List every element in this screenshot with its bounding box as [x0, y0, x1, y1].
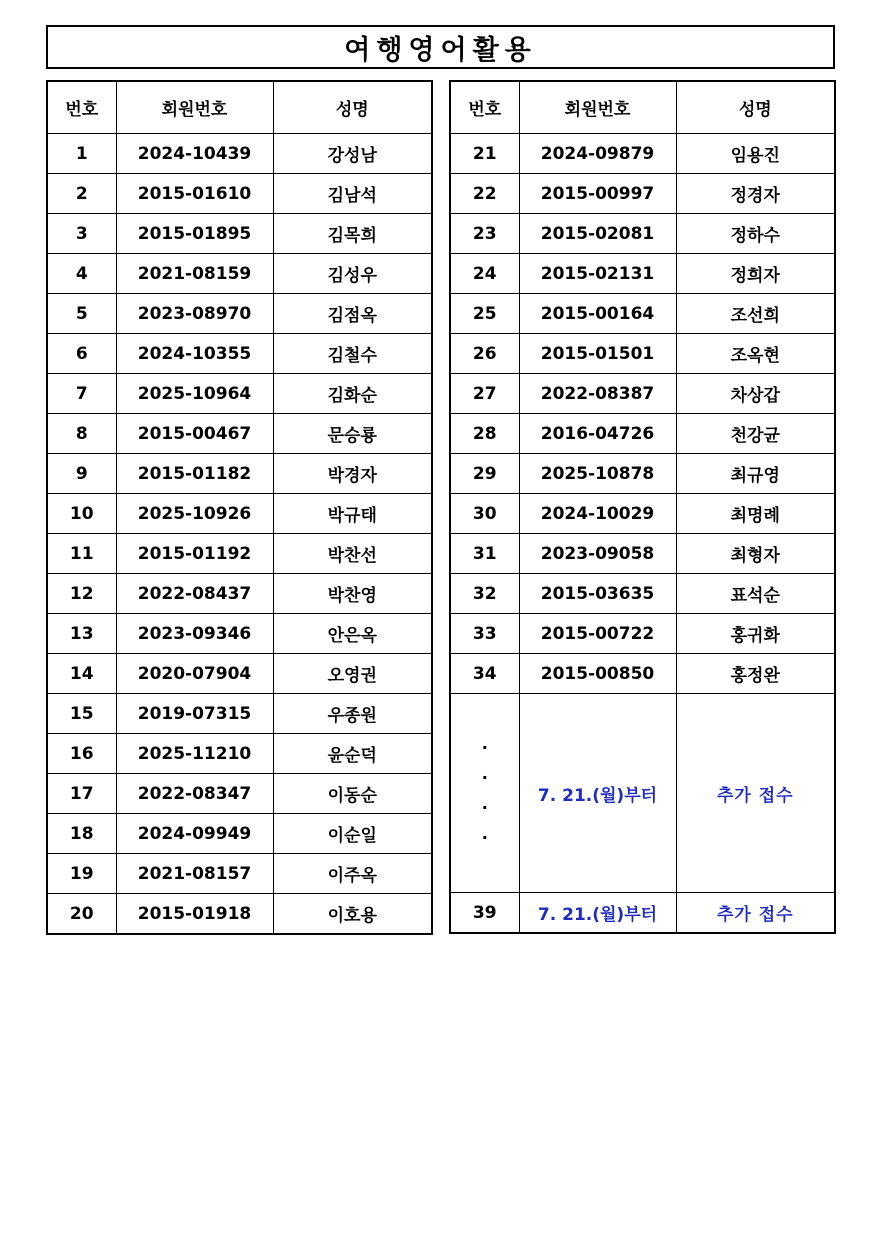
- cell-member-id: 2015-00467: [116, 414, 273, 454]
- cell-number: 34: [450, 654, 519, 694]
- table-row: [450, 334, 835, 374]
- cell-number: 26: [450, 334, 519, 374]
- cell-name: 천강균: [676, 414, 835, 454]
- cell-name: 조선희: [676, 294, 835, 334]
- cell-number: 30: [450, 494, 519, 534]
- cell-number: 18: [47, 814, 116, 854]
- last-row-date: 7. 21.(월)부터: [519, 893, 676, 934]
- cell-name: 우종원: [273, 694, 432, 734]
- cell-member-id: 2015-03635: [519, 574, 676, 614]
- table-row: [47, 814, 432, 854]
- cell-member-id: 2025-11210: [116, 734, 273, 774]
- header-number: 번호: [450, 81, 519, 134]
- dot: ·: [481, 828, 488, 847]
- member-table-right: [449, 80, 836, 934]
- cell-number: 5: [47, 294, 116, 334]
- cell-member-id: 2015-02081: [519, 214, 676, 254]
- header-number: 번호: [47, 81, 116, 134]
- cell-number: 28: [450, 414, 519, 454]
- table-row: [47, 574, 432, 614]
- cell-number: 2: [47, 174, 116, 214]
- cell-member-id: 2015-00722: [519, 614, 676, 654]
- cell-name: 홍귀화: [676, 614, 835, 654]
- page-title: 여행영어활용: [46, 25, 835, 69]
- cell-member-id: 2024-09949: [116, 814, 273, 854]
- extra-date-cell: 7. 21.(월)부터: [519, 694, 676, 893]
- cell-number: 19: [47, 854, 116, 894]
- cell-member-id: 2025-10878: [519, 454, 676, 494]
- table-row: [47, 494, 432, 534]
- cell-number: 24: [450, 254, 519, 294]
- cell-name: 김목희: [273, 214, 432, 254]
- dot: ·: [481, 798, 488, 817]
- left-table-body: [47, 134, 432, 935]
- cell-name: 이주옥: [273, 854, 432, 894]
- cell-number: 33: [450, 614, 519, 654]
- cell-member-id: 2021-08157: [116, 854, 273, 894]
- header-name: 성명: [273, 81, 432, 134]
- table-header-row: [47, 81, 432, 134]
- cell-member-id: 2024-10029: [519, 494, 676, 534]
- cell-name: 최명례: [676, 494, 835, 534]
- cell-member-id: 2016-04726: [519, 414, 676, 454]
- cell-number: 32: [450, 574, 519, 614]
- table-row: [47, 854, 432, 894]
- extra-note-cell: 추가 접수: [676, 694, 835, 893]
- cell-name: 김점옥: [273, 294, 432, 334]
- table-row: [47, 134, 432, 174]
- table-row: [47, 174, 432, 214]
- cell-member-id: 2025-10926: [116, 494, 273, 534]
- cell-member-id: 2022-08387: [519, 374, 676, 414]
- cell-member-id: 2015-02131: [519, 254, 676, 294]
- ellipsis-cell: [450, 694, 519, 893]
- cell-number: 31: [450, 534, 519, 574]
- cell-number: 13: [47, 614, 116, 654]
- cell-name: 정희자: [676, 254, 835, 294]
- cell-number: 10: [47, 494, 116, 534]
- cell-member-id: 2024-09879: [519, 134, 676, 174]
- cell-member-id: 2015-01918: [116, 894, 273, 935]
- cell-name: 오영권: [273, 654, 432, 694]
- cell-member-id: 2015-01182: [116, 454, 273, 494]
- ellipsis-dots: [451, 740, 519, 846]
- table-row: [450, 614, 835, 654]
- cell-number: 12: [47, 574, 116, 614]
- cell-member-id: 2019-07315: [116, 694, 273, 734]
- cell-number: 8: [47, 414, 116, 454]
- table-row: [47, 334, 432, 374]
- cell-name: 강성남: [273, 134, 432, 174]
- table-row: [47, 294, 432, 334]
- cell-name: 김화순: [273, 374, 432, 414]
- cell-member-id: 2015-00997: [519, 174, 676, 214]
- cell-member-id: 2023-08970: [116, 294, 273, 334]
- cell-number: 14: [47, 654, 116, 694]
- cell-name: 박경자: [273, 454, 432, 494]
- cell-name: 이호용: [273, 894, 432, 935]
- table-row: [47, 654, 432, 694]
- cell-name: 임용진: [676, 134, 835, 174]
- table-row: [450, 214, 835, 254]
- table-row: [450, 494, 835, 534]
- table-row: [47, 774, 432, 814]
- cell-name: 정경자: [676, 174, 835, 214]
- cell-name: 박규태: [273, 494, 432, 534]
- table-row: [450, 654, 835, 694]
- cell-name: 홍정완: [676, 654, 835, 694]
- cell-name: 김남석: [273, 174, 432, 214]
- cell-number: 27: [450, 374, 519, 414]
- cell-number: 16: [47, 734, 116, 774]
- header-name: 성명: [676, 81, 835, 134]
- cell-name: 문승룡: [273, 414, 432, 454]
- dot: ·: [481, 738, 488, 757]
- table-row: [47, 734, 432, 774]
- table-header-row: [450, 81, 835, 134]
- table-row: [47, 254, 432, 294]
- table-row: [450, 174, 835, 214]
- table-row: [450, 534, 835, 574]
- cell-name: 박찬영: [273, 574, 432, 614]
- cell-number: 21: [450, 134, 519, 174]
- cell-number: 11: [47, 534, 116, 574]
- table-row: [450, 294, 835, 334]
- cell-number: 29: [450, 454, 519, 494]
- cell-member-id: 2021-08159: [116, 254, 273, 294]
- cell-number: 17: [47, 774, 116, 814]
- header-member-id: 회원번호: [519, 81, 676, 134]
- cell-member-id: 2025-10964: [116, 374, 273, 414]
- cell-member-id: 2015-01895: [116, 214, 273, 254]
- cell-name: 윤순덕: [273, 734, 432, 774]
- cell-member-id: 2015-00164: [519, 294, 676, 334]
- cell-number: 15: [47, 694, 116, 734]
- member-table-left: [46, 80, 433, 935]
- cell-number: 1: [47, 134, 116, 174]
- table-row: [47, 414, 432, 454]
- right-table-body: [450, 134, 835, 694]
- table-row: [47, 374, 432, 414]
- cell-member-id: 2015-01192: [116, 534, 273, 574]
- cell-number: 9: [47, 454, 116, 494]
- cell-name: 이순일: [273, 814, 432, 854]
- cell-number: 23: [450, 214, 519, 254]
- header-member-id: 회원번호: [116, 81, 273, 134]
- cell-name: 최규영: [676, 454, 835, 494]
- cell-name: 이동순: [273, 774, 432, 814]
- table-row: [47, 214, 432, 254]
- table-row: [47, 894, 432, 935]
- dot: ·: [481, 768, 488, 787]
- table-row-last: [450, 893, 835, 934]
- cell-member-id: 2015-01501: [519, 334, 676, 374]
- cell-number: 25: [450, 294, 519, 334]
- right-table-extra: [450, 694, 835, 934]
- table-row: [450, 134, 835, 174]
- cell-number: 4: [47, 254, 116, 294]
- table-row: [47, 454, 432, 494]
- cell-name: 차상갑: [676, 374, 835, 414]
- cell-name: 최형자: [676, 534, 835, 574]
- cell-name: 안은옥: [273, 614, 432, 654]
- cell-number: 7: [47, 374, 116, 414]
- cell-number: 6: [47, 334, 116, 374]
- table-row: [450, 414, 835, 454]
- cell-member-id: 2024-10439: [116, 134, 273, 174]
- cell-name: 김철수: [273, 334, 432, 374]
- cell-name: 조옥현: [676, 334, 835, 374]
- cell-member-id: 2024-10355: [116, 334, 273, 374]
- last-row-number: 39: [450, 893, 519, 934]
- table-row: [450, 454, 835, 494]
- cell-number: 3: [47, 214, 116, 254]
- cell-name: 박찬선: [273, 534, 432, 574]
- cell-name: 정하수: [676, 214, 835, 254]
- table-row: [47, 614, 432, 654]
- cell-member-id: 2022-08347: [116, 774, 273, 814]
- cell-number: 22: [450, 174, 519, 214]
- cell-member-id: 2020-07904: [116, 654, 273, 694]
- extra-registration-row: [450, 694, 835, 893]
- cell-member-id: 2022-08437: [116, 574, 273, 614]
- cell-name: 표석순: [676, 574, 835, 614]
- cell-name: 김성우: [273, 254, 432, 294]
- cell-member-id: 2023-09058: [519, 534, 676, 574]
- cell-member-id: 2015-00850: [519, 654, 676, 694]
- last-row-note: 추가 접수: [676, 893, 835, 934]
- cell-number: 20: [47, 894, 116, 935]
- table-row: [450, 374, 835, 414]
- table-row: [450, 574, 835, 614]
- table-row: [47, 534, 432, 574]
- cell-member-id: 2023-09346: [116, 614, 273, 654]
- table-row: [450, 254, 835, 294]
- cell-member-id: 2015-01610: [116, 174, 273, 214]
- table-row: [47, 694, 432, 734]
